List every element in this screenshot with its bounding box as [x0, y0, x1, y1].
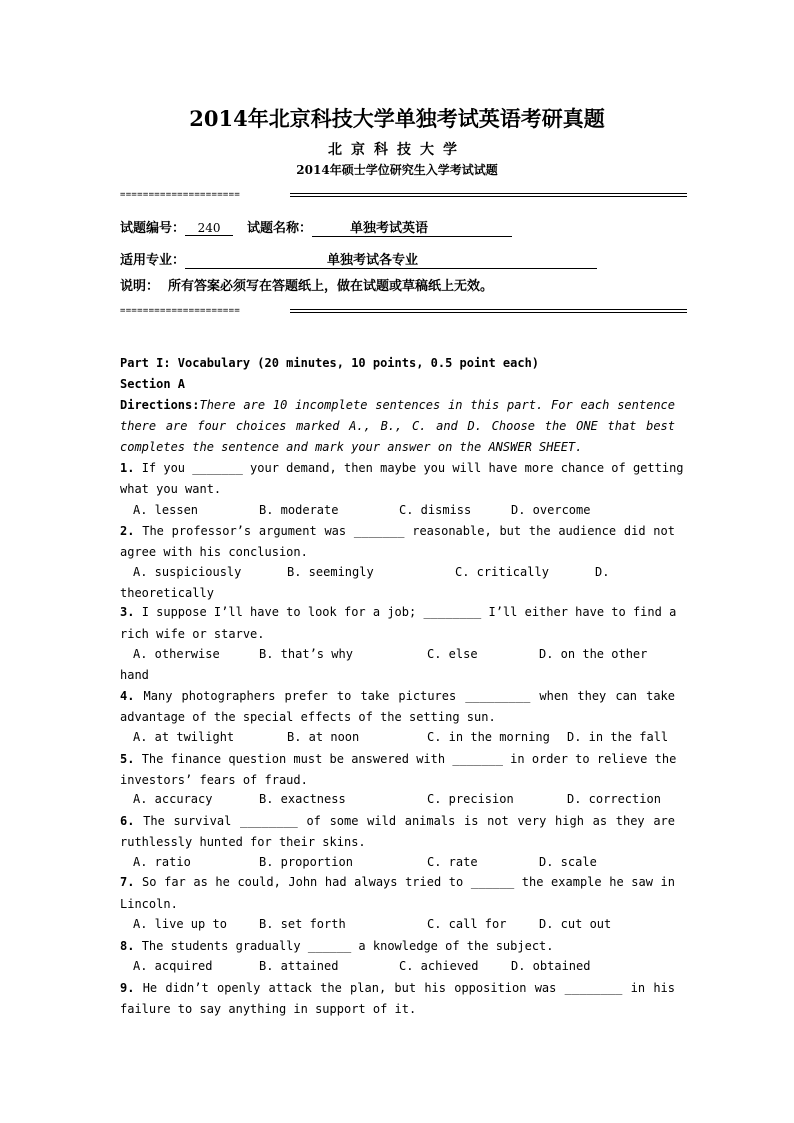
- question-2-cont: agree with his conclusion.: [120, 545, 308, 559]
- exam-code-value: 240: [185, 221, 233, 236]
- separator-bottom: =====================: [120, 306, 687, 316]
- option-8d: D. obtained: [511, 959, 591, 973]
- major-value: 单独考试各专业: [185, 249, 597, 269]
- directions-line-2: there are four choices marked A., B., C. and D. Choose the ONE that best: [120, 419, 675, 433]
- option-7d: D. cut out: [539, 917, 612, 931]
- document-title: 2014年北京科技大学单独考试英语考研真题: [189, 106, 605, 131]
- option-7b: B. set forth: [259, 917, 346, 931]
- option-6b: B. proportion: [259, 855, 353, 869]
- option-3d-cont: hand: [120, 668, 149, 682]
- question-2: 2. The professor’s argument was _______ reasonable, but the audience did not: [120, 524, 675, 538]
- exam-title: 2014年硕士学位研究生入学考试试题: [296, 163, 498, 177]
- university-name: 北京科技大学: [328, 142, 466, 158]
- option-3d: D. on the other: [539, 647, 648, 661]
- question-6-cont: ruthlessly hunted for their skins.: [120, 835, 366, 849]
- question-7-cont: Lincoln.: [120, 897, 178, 911]
- major-row: [120, 249, 597, 269]
- option-1c: C. dismiss: [399, 503, 472, 517]
- question-9-cont: failure to say anything in support of it.: [120, 1002, 417, 1016]
- option-1d: D. overcome: [511, 503, 591, 517]
- option-6c: C. rate: [427, 855, 478, 869]
- option-5d: D. correction: [567, 792, 661, 806]
- note-row: [120, 275, 493, 294]
- option-6a: A. ratio: [133, 855, 191, 869]
- note-text: 所有答案必须写在答题纸上，做在试题或草稿纸上无效。: [168, 279, 494, 294]
- question-7: 7. So far as he could, John had always tried to ______ the example he saw in: [120, 875, 675, 889]
- major-label: 适用专业：: [120, 253, 186, 268]
- question-9: 9. He didn’t openly attack the plan, but his opposition was ________ in his: [120, 981, 676, 995]
- option-4a: A. at twilight: [133, 730, 235, 744]
- option-7c: C. call for: [427, 917, 507, 931]
- question-6: 6. The survival ________ of some wild animals is not very high as they are: [120, 814, 675, 828]
- option-3a: A. otherwise: [133, 647, 220, 661]
- option-3b: B. that’s why: [259, 647, 353, 661]
- option-2a: A. suspiciously: [133, 565, 242, 579]
- question-1-cont: what you want.: [120, 482, 222, 496]
- option-1a: A. lessen: [133, 503, 199, 517]
- option-5a: A. accuracy: [133, 792, 213, 806]
- question-8: 8. The students gradually ______ a knowledge of the subject.: [120, 939, 554, 953]
- option-5c: C. precision: [427, 792, 514, 806]
- option-4c: C. in the morning: [427, 730, 550, 744]
- option-7a: A. live up to: [133, 917, 227, 931]
- part-title: Part I: Vocabulary (20 minutes, 10 points, 0.5 point each): [120, 356, 540, 370]
- option-8a: A. acquired: [133, 959, 213, 973]
- option-1b: B. moderate: [259, 503, 339, 517]
- option-2d-cont: theoretically: [120, 586, 214, 600]
- question-4: 4. Many photographers prefer to take pictures _________ when they can take: [120, 689, 675, 703]
- option-6d: D. scale: [539, 855, 597, 869]
- exam-name-label: 试题名称：: [247, 221, 313, 236]
- question-1: 1. If you _______ your demand, then maybe you will have more chance of getting: [120, 461, 684, 475]
- note-label: 说明：: [120, 279, 160, 294]
- directions-line-3: completes the sentence and mark your answer on the ANSWER SHEET.: [120, 440, 583, 454]
- separator-top: =====================: [120, 190, 687, 200]
- question-3: 3. I suppose I’ll have to look for a job; ________ I’ll either have to find a: [120, 605, 677, 619]
- question-5-cont: investors’ fears of fraud.: [120, 773, 308, 787]
- exam-code-label: 试题编号：: [120, 221, 186, 236]
- option-8b: B. attained: [259, 959, 339, 973]
- option-4d: D. in the fall: [567, 730, 669, 744]
- option-2c: C. critically: [455, 565, 549, 579]
- question-4-cont: advantage of the special effects of the setting sun.: [120, 710, 496, 724]
- option-2b: B. seemingly: [287, 565, 374, 579]
- question-5: 5. The finance question must be answered with _______ in order to relieve the: [120, 752, 677, 766]
- exam-code-row: [120, 217, 512, 237]
- option-8c: C. achieved: [399, 959, 479, 973]
- option-5b: B. exactness: [259, 792, 346, 806]
- exam-name-value: 单独考试英语: [312, 217, 512, 237]
- option-3c: C. else: [427, 647, 478, 661]
- section-title: Section A: [120, 377, 186, 391]
- directions-line-1: Directions:There are 10 incomplete sentences in this part. For each sentence: [120, 398, 675, 412]
- option-4b: B. at noon: [287, 730, 360, 744]
- question-3-cont: rich wife or starve.: [120, 627, 265, 641]
- option-2d: D.: [595, 565, 610, 579]
